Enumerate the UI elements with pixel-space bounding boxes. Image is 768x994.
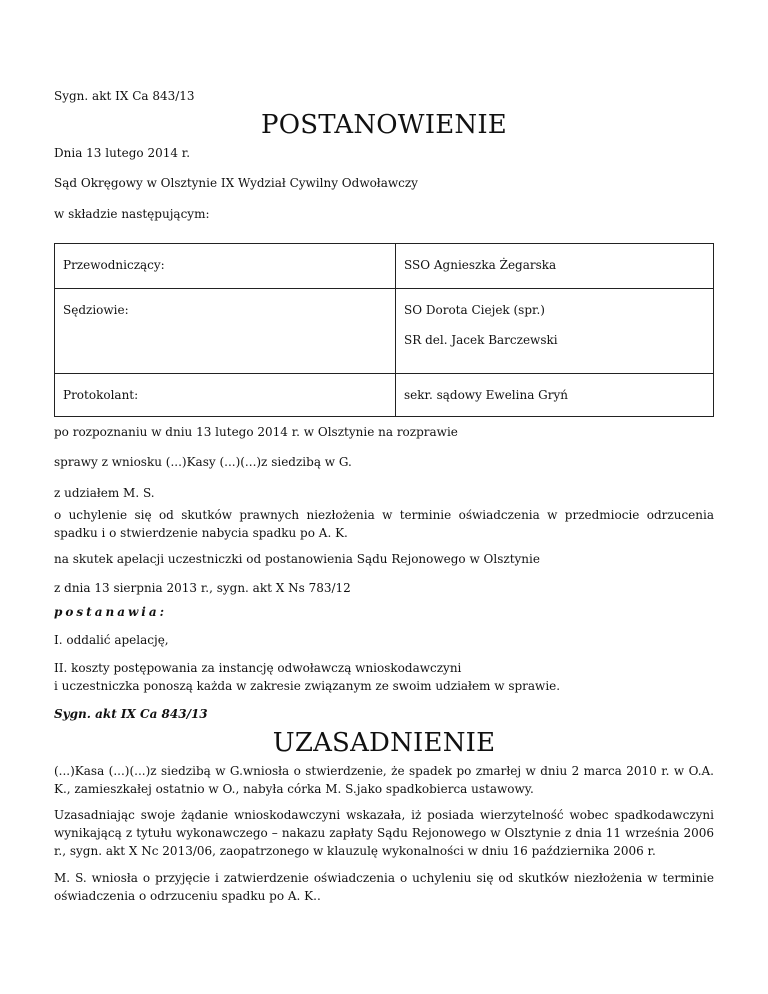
subject-paragraph: o uchylenie się od skutków prawnych niezłożenia w terminie oświadczenia w przedmiocie odrzucenia spadku i o stwierdzenie nabycia spadku po A. K. bbox=[54, 508, 714, 540]
decision-point-2-line-2: i uczestniczka ponoszą każda w zakresie związanym ze swoim udziałem w sprawie. bbox=[54, 679, 561, 693]
court-panel-table bbox=[54, 243, 714, 417]
justification-paragraph-3: M. S. wniosła o przyjęcie i zatwierdzenie oświadczenia o uchyleniu się od skutków niezłożenia w terminie oświadczenia o odrzuceniu spadku po A. K.. bbox=[54, 871, 714, 903]
clerk-name: sekr. sądowy Ewelina Gryń bbox=[404, 388, 568, 402]
names-cell bbox=[396, 374, 714, 417]
court-line: Sąd Okręgowy w Olsztynie IX Wydział Cywilny Odwoławczy bbox=[54, 176, 418, 190]
participant-line: z udziałem M. S. bbox=[54, 486, 155, 500]
judge-name: SSO Agnieszka Żegarska bbox=[404, 258, 557, 272]
document-title: POSTANOWIENIE bbox=[261, 110, 507, 140]
role-cell: Protokolant: bbox=[55, 374, 396, 417]
names-cell bbox=[396, 244, 714, 289]
table-row bbox=[55, 289, 714, 374]
justification-case-reference: Sygn. akt IX Ca 843/13 bbox=[54, 707, 208, 721]
judge-name: SO Dorota Ciejek (spr.) bbox=[404, 303, 545, 317]
table-row bbox=[55, 244, 714, 289]
hearing-line: po rozpoznaniu w dniu 13 lutego 2014 r. w Olsztynie na rozprawie bbox=[54, 425, 458, 439]
role-cell: Przewodniczący: bbox=[55, 244, 396, 289]
justification-paragraph-1: (...)Kasa (...)(...)z siedzibą w G.wniosła o stwierdzenie, że spadek po zmarłej w dniu 2 marca 2010 r. w O.A. K., zamieszkałej ostatnio w O., nabyła córka M. S.jako spadkobierca ustawowy. bbox=[54, 764, 714, 796]
appeal-line: na skutek apelacji uczestniczki od postanowienia Sądu Rejonowego w Olsztynie bbox=[54, 552, 540, 566]
justification-paragraph-2: Uzasadniając swoje żądanie wnioskodawczyni wskazała, iż posiada wierzytelność wobec spadkodawczyni wynikającą z tytułu wykonawczego – nakazu zapłaty Sądu Rejonowego w Olsztynie z dnia 11 września 2006 r., sygn. akt X Nc 2013/06, zaopatrzonego w klauzulę wykonalności w dniu 16 października 2006 r. bbox=[54, 808, 714, 858]
decision-point-2-line-1: II. koszty postępowania za instancję odwoławczą wnioskodawczyni bbox=[54, 661, 462, 675]
appeal-date-line: z dnia 13 sierpnia 2013 r., sygn. akt X Ns 783/12 bbox=[54, 581, 351, 595]
date-line: Dnia 13 lutego 2014 r. bbox=[54, 146, 191, 160]
table-row bbox=[55, 374, 714, 417]
justification-title: UZASADNIENIE bbox=[272, 728, 496, 758]
names-cell bbox=[396, 289, 714, 374]
judge-name: SR del. Jacek Barczewski bbox=[404, 333, 558, 347]
composition-line: w składzie następującym: bbox=[54, 207, 210, 221]
case-line: sprawy z wniosku (...)Kasy (...)(...)z siedzibą w G. bbox=[54, 455, 352, 469]
role-cell: Sędziowie: bbox=[55, 289, 396, 374]
case-reference: Sygn. akt IX Ca 843/13 bbox=[54, 89, 195, 103]
decides-label: postanawia: bbox=[54, 605, 168, 619]
decision-point-1: I. oddalić apelację, bbox=[54, 633, 169, 647]
